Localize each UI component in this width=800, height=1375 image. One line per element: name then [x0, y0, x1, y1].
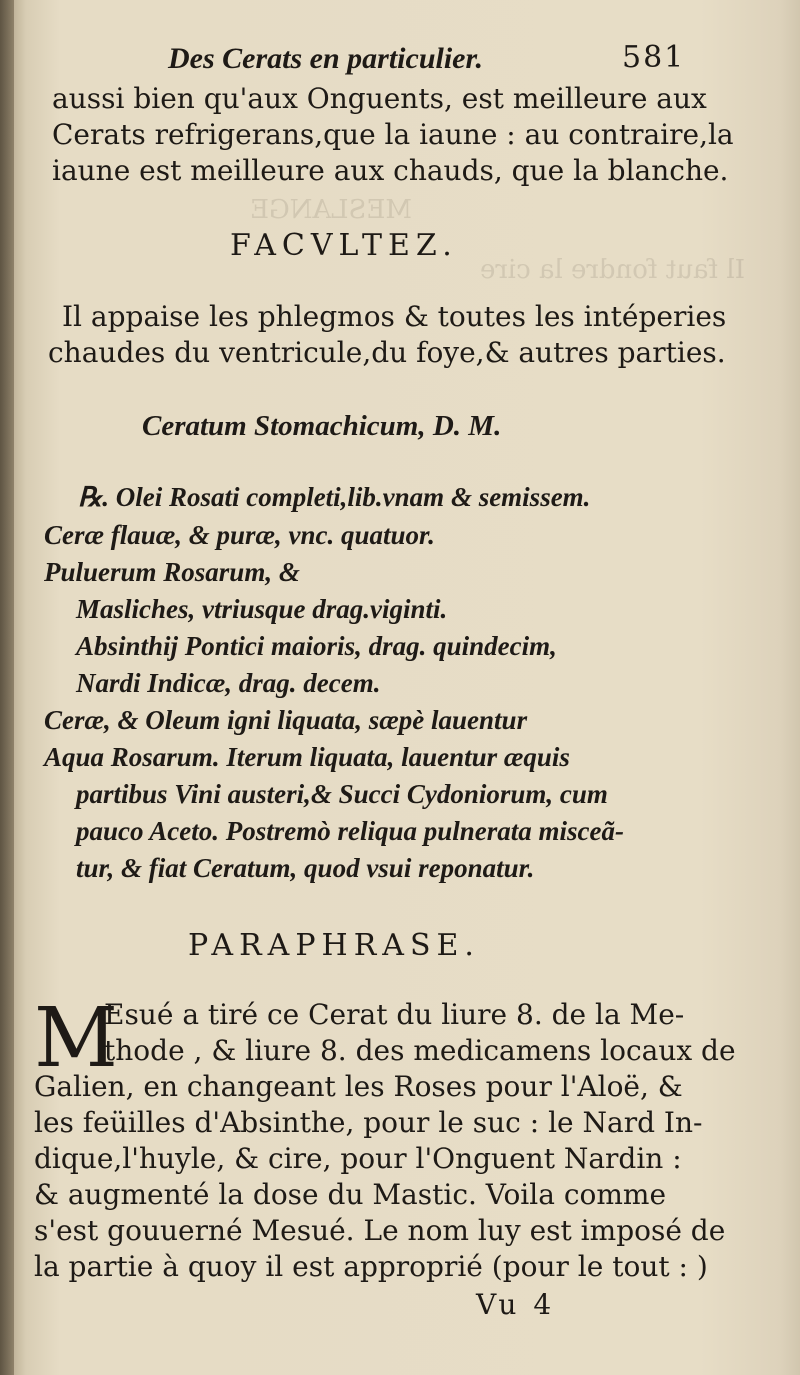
section-heading-paraphrase: PARAPHRASE.: [188, 928, 480, 963]
running-title: Des Cerats en particulier.: [168, 42, 484, 75]
recipe-line: Ceræ flauæ, & puræ, vnc. quatuor.: [44, 520, 435, 550]
recipe-line: pauco Aceto. Postremò reliqua pulnerata misceã-: [76, 816, 624, 846]
recipe-line: Nardi Indicæ, drag. decem.: [76, 668, 381, 698]
paraphrase-line: les feüilles d'Absinthe, pour le suc : le Nard In-: [34, 1106, 703, 1139]
recipe-line: Ceræ, & Oleum igni liquata, sæpè lauentur: [44, 705, 528, 735]
recipe-title: Ceratum Stomachicum, D. M.: [142, 410, 502, 442]
recipe-line: Puluerum Rosarum, &: [44, 557, 300, 587]
page-number: 581: [622, 40, 686, 75]
paraphrase-line: dique,l'huyle, & cire, pour l'Onguent Nardin :: [34, 1142, 682, 1175]
signature-mark: Vu 4: [476, 1288, 556, 1321]
recipe-line: tur, & fiat Ceratum, quod vsui reponatur.: [76, 853, 535, 883]
recipe-line: Masliches, vtriusque drag.viginti.: [76, 594, 448, 624]
recipe-line: Aqua Rosarum. Iterum liquata, lauentur æquis: [44, 742, 570, 772]
paraphrase-line: & augmenté la dose du Mastic. Voila comme: [34, 1178, 667, 1211]
section-heading-facultez: FACVLTEZ.: [230, 228, 458, 263]
recipe-line: ℞. Olei Rosati completi,lib.vnam & semissem.: [78, 482, 591, 512]
facultez-line: chaudes du ventricule,du foye,& autres parties.: [48, 336, 726, 369]
show-through-text: Il faut fondre la cire: [480, 255, 745, 285]
intro-line: aussi bien qu'aux Onguents, est meilleure aux: [52, 82, 707, 115]
facultez-line: Il appaise les phlegmos & toutes les intéperies: [62, 300, 727, 333]
drop-cap: M: [34, 991, 118, 1086]
intro-line: iaune est meilleure aux chauds, que la blanche.: [52, 154, 729, 187]
paraphrase-line: Esué a tiré ce Cerat du liure 8. de la Me-: [104, 998, 685, 1031]
show-through-text: MESLANGE: [250, 195, 412, 225]
paraphrase-line: s'est gouuerné Mesué. Le nom luy est imposé de: [34, 1214, 726, 1247]
recipe-line: Absinthij Pontici maioris, drag. quindecim,: [76, 631, 557, 661]
paraphrase-line: la partie à quoy il est approprié (pour le tout : ): [34, 1250, 708, 1283]
paraphrase-line: Galien, en changeant les Roses pour l'Aloë, &: [34, 1070, 683, 1103]
recipe-line: partibus Vini austeri,& Succi Cydoniorum, cum: [76, 779, 608, 809]
intro-line: Cerats refrigerans,que la iaune : au contraire,la: [52, 118, 734, 151]
paraphrase-line: thode , & liure 8. des medicamens locaux de: [104, 1034, 736, 1067]
page-gutter: [0, 0, 14, 1375]
